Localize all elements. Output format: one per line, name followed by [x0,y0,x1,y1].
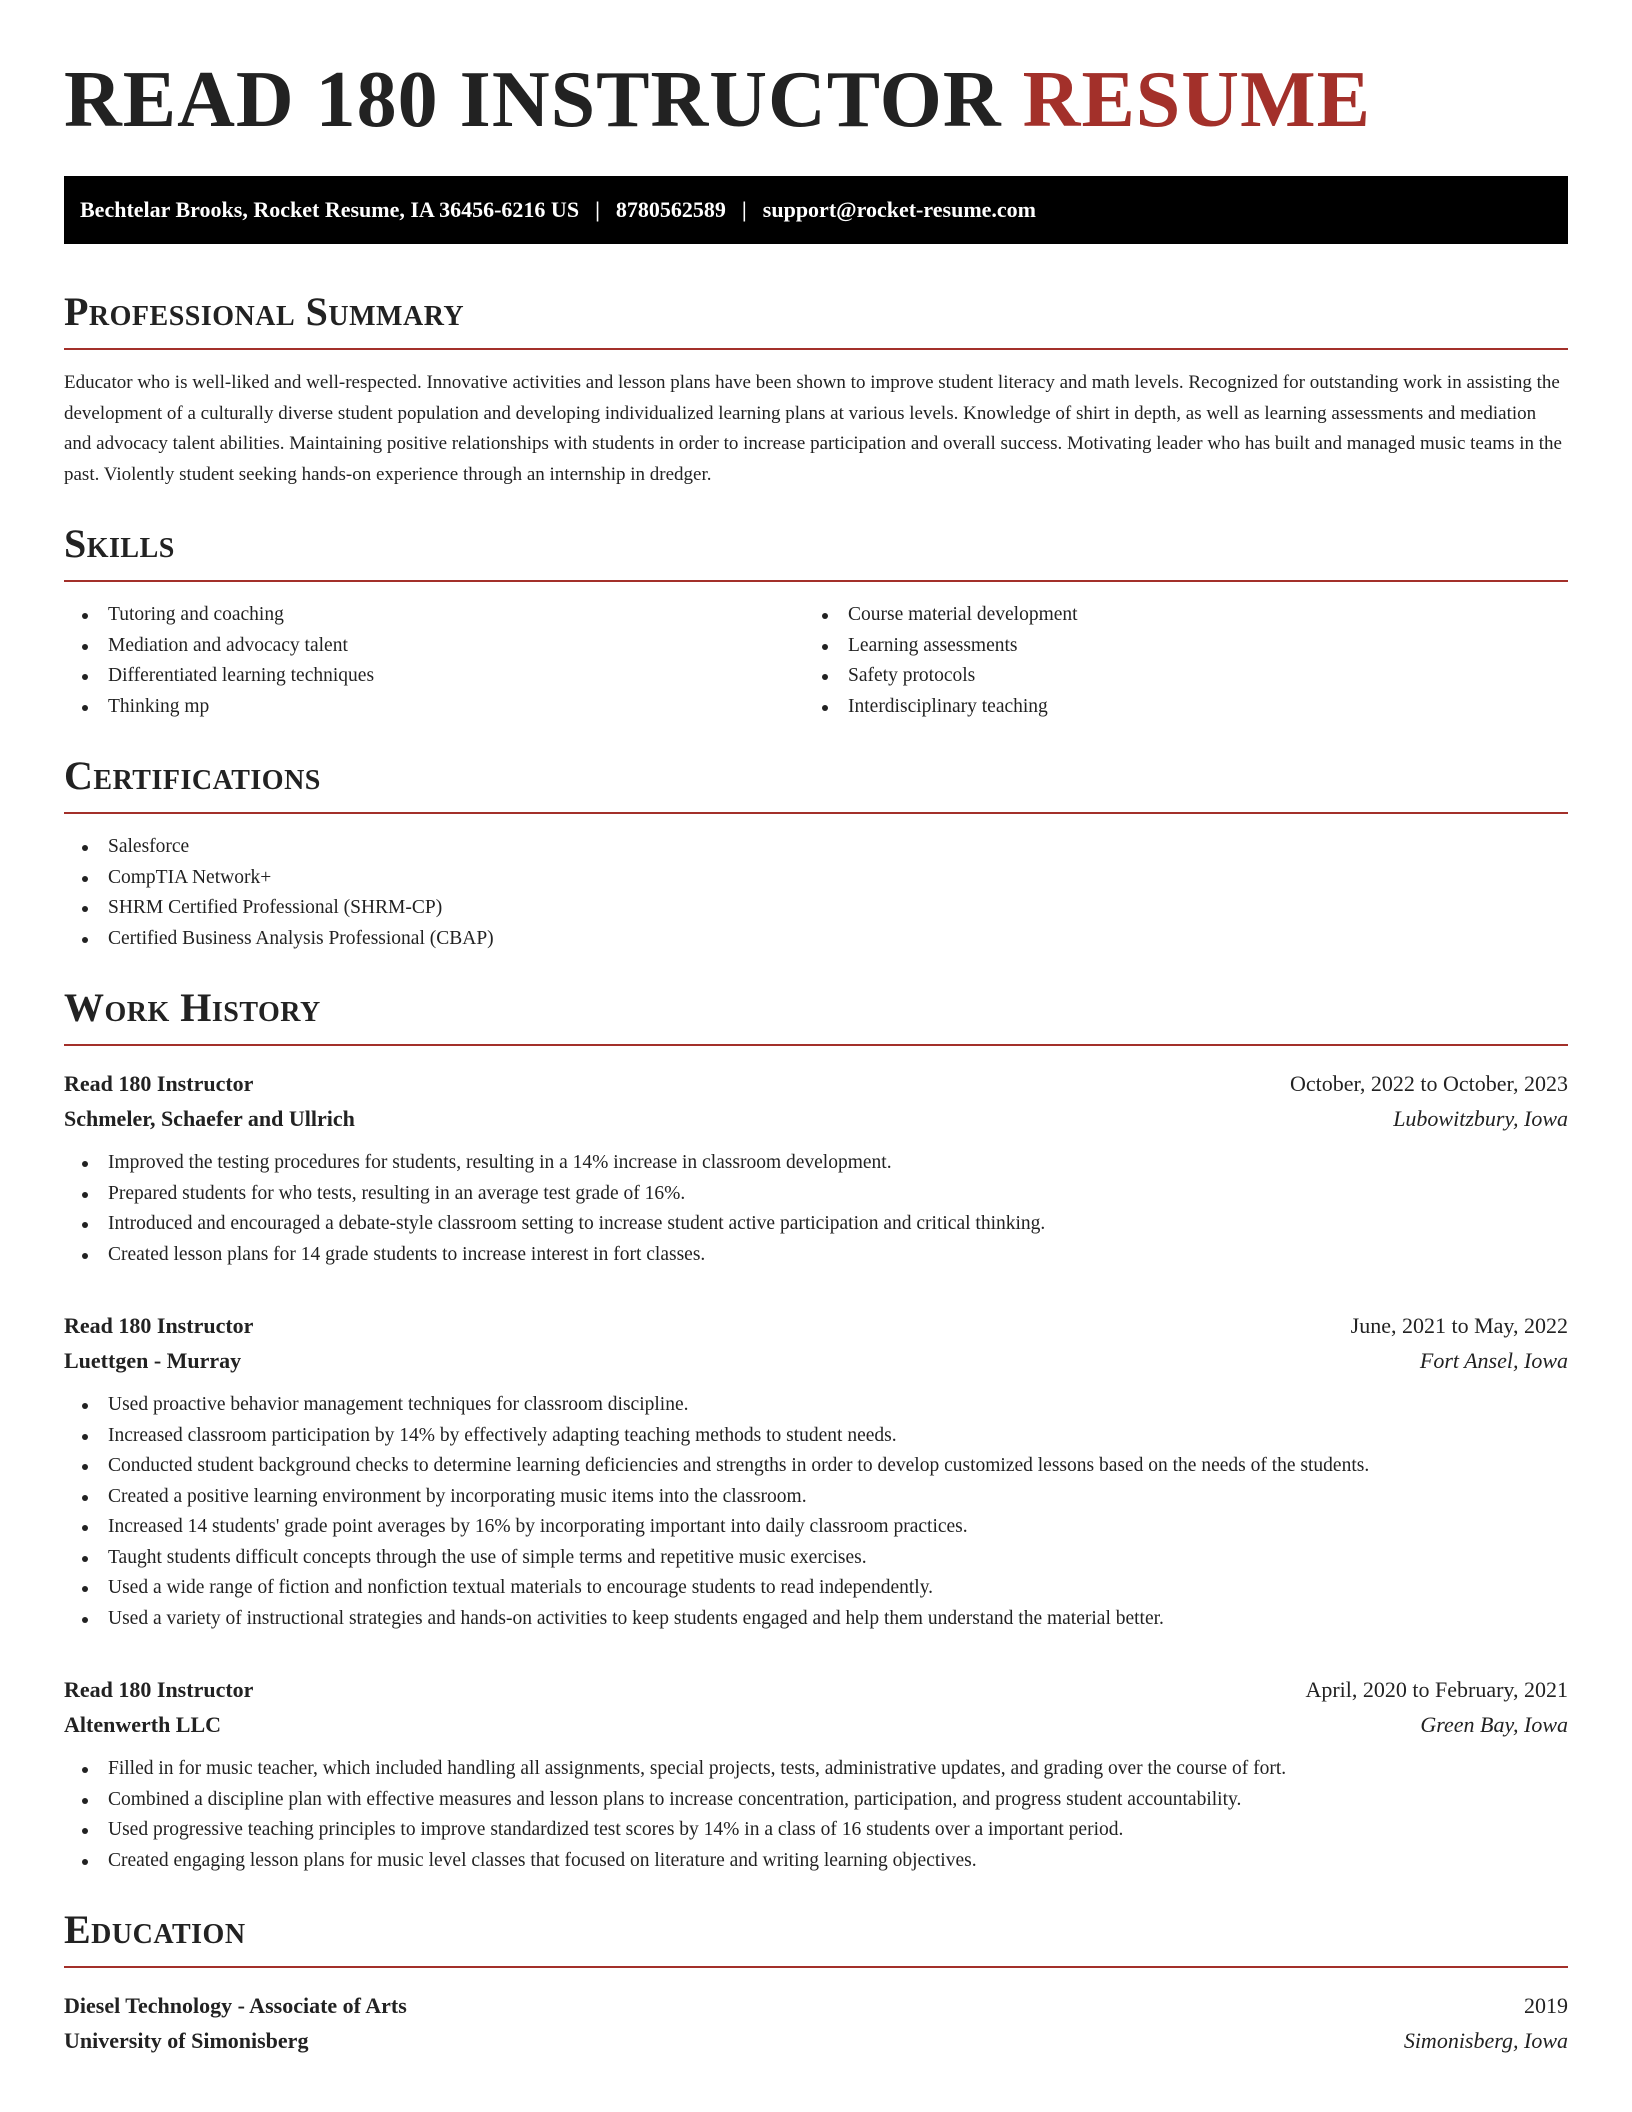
skill-item: Safety protocols [804,661,1544,692]
skill-item: Differentiated learning techniques [64,661,804,692]
job-bullets [64,1148,1568,1270]
job-bullet: Conducted student background checks to determine learning deficiencies and strengths in order to develop customized lessons based on the needs of the students. [64,1451,1568,1482]
job-company-row [64,1343,1568,1378]
certifications-list [64,832,1568,954]
job-location: Green Bay, Iowa [1420,1712,1568,1737]
skills-grid [64,600,1568,722]
job-company: Schmeler, Schaefer and Ullrich [64,1106,355,1131]
work-history-section [64,985,1568,1876]
job-bullet: Increased 14 students' grade point averages by 16% by incorporating important into daily classroom practices. [64,1512,1568,1543]
section-heading-education: Education [64,1907,246,1952]
education-year: 2019 [1524,1993,1568,2018]
education-school: University of Simonisberg [64,2028,309,2053]
job-bullet: Used proactive behavior management techniques for classroom discipline. [64,1390,1568,1421]
job-entry [64,1672,1568,1876]
certification-item: CompTIA Network+ [64,863,1568,894]
job-bullet: Used progressive teaching principles to improve standardized test scores by 14% in a class of 16 students over a important period. [64,1815,1568,1846]
job-company-row [64,1707,1568,1742]
job-bullet: Created a positive learning environment by incorporating music items into the classroom. [64,1482,1568,1513]
job-location: Fort Ansel, Iowa [1419,1348,1568,1373]
education-school-row [64,2023,1568,2058]
job-location: Lubowitzbury, Iowa [1393,1106,1568,1131]
education-entry [64,1988,1568,2058]
job-bullets [64,1390,1568,1634]
contact-address: Bechtelar Brooks, Rocket Resume, IA 36456-6216 US [80,197,580,222]
job-company-row [64,1101,1568,1136]
job-title: Read 180 Instructor [64,1313,254,1338]
job-bullet: Increased classroom participation by 14% by effectively adapting teaching methods to student needs. [64,1421,1568,1452]
section-heading-certifications: Certifications [64,753,321,798]
job-dates: April, 2020 to February, 2021 [1305,1677,1568,1702]
skill-item: Thinking mp [64,692,804,723]
skill-item: Interdisciplinary teaching [804,692,1544,723]
skill-item: Course material development [804,600,1544,631]
resume-title [64,0,1568,158]
job-bullet: Prepared students for who tests, resulting in an average test grade of 16%. [64,1179,1568,1210]
certification-item: Certified Business Analysis Professional (CBAP) [64,924,1568,955]
contact-phone: 8780562589 [615,197,726,222]
certification-item: Salesforce [64,832,1568,863]
skill-item: Mediation and advocacy talent [64,631,804,662]
job-company: Luettgen - Murray [64,1348,242,1373]
job-title: Read 180 Instructor [64,1071,254,1096]
summary-text: Educator who is well-liked and well-respected. Innovative activities and lesson plans have been shown to improve student literacy and math levels. Recognized for outstanding work in assisting the development of a culturally diverse student population and developing individualized learning plans at various levels. Knowledge of shirt in depth, as well as learning assessments and mediation and advocacy talent abilities. Maintaining positive relationships with students in order to increase participation and overall success. Motivating leader who has built and managed music teams in the past. Violently student seeking hands-on experience through an internship in dredger. [64,372,1562,485]
contact-email: support@rocket-resume.com [762,197,1036,222]
job-bullet: Created engaging lesson plans for music level classes that focused on literature and writing learning objectives. [64,1846,1568,1877]
section-heading-summary: Professional Summary [64,289,465,334]
contact-separator: | [741,197,747,222]
job-bullet: Taught students difficult concepts through the use of simple terms and repetitive music exercises. [64,1543,1568,1574]
section-heading-work-history: Work History [64,985,321,1030]
skill-item: Learning assessments [804,631,1544,662]
job-bullet: Filled in for music teacher, which included handling all assignments, special projects, tests, administrative updates, and grading over the course of fort. [64,1754,1568,1785]
summary-section [64,289,1568,490]
education-section [64,1907,1568,2058]
job-header-row [64,1672,1568,1707]
contact-bar [64,176,1568,244]
job-bullet: Created lesson plans for 14 grade students to increase interest in fort classes. [64,1240,1568,1271]
job-bullet: Combined a discipline plan with effective measures and lesson plans to increase concentration, participation, and progress student accountability. [64,1785,1568,1816]
job-bullets [64,1754,1568,1876]
section-divider [64,348,1568,350]
section-divider [64,1966,1568,1968]
job-header-row [64,1308,1568,1343]
job-company: Altenwerth LLC [64,1712,222,1737]
job-dates: October, 2022 to October, 2023 [1289,1071,1568,1096]
job-bullet: Used a variety of instructional strategies and hands-on activities to keep students engaged and help them understand the material better. [64,1604,1568,1635]
skills-section [64,521,1568,722]
skill-item: Tutoring and coaching [64,600,804,631]
certifications-section [64,753,1568,954]
title-accent: RESUME [1022,56,1371,144]
resume-content [64,0,1568,2058]
education-degree-row [64,1988,1568,2023]
education-degree: Diesel Technology - Associate of Arts [64,1993,407,2018]
certification-item: SHRM Certified Professional (SHRM-CP) [64,893,1568,924]
job-bullet: Improved the testing procedures for students, resulting in a 14% increase in classroom development. [64,1148,1568,1179]
section-heading-skills: Skills [64,521,175,566]
skills-list-right [804,600,1544,722]
job-entry [64,1066,1568,1270]
education-location: Simonisberg, Iowa [1403,2028,1568,2053]
section-divider [64,1044,1568,1046]
job-header-row [64,1066,1568,1101]
job-bullet: Introduced and encouraged a debate-style classroom setting to increase student active participation and critical thinking. [64,1209,1568,1240]
contact-separator: | [595,197,600,222]
job-title: Read 180 Instructor [64,1677,254,1702]
job-bullet: Used a wide range of fiction and nonfiction textual materials to encourage students to read independently. [64,1573,1568,1604]
section-divider [64,812,1568,814]
job-dates: June, 2021 to May, 2022 [1350,1313,1568,1338]
skills-list-left [64,600,804,722]
title-main: READ 180 INSTRUCTOR [64,56,1002,144]
job-entry [64,1308,1568,1634]
section-divider [64,580,1568,582]
